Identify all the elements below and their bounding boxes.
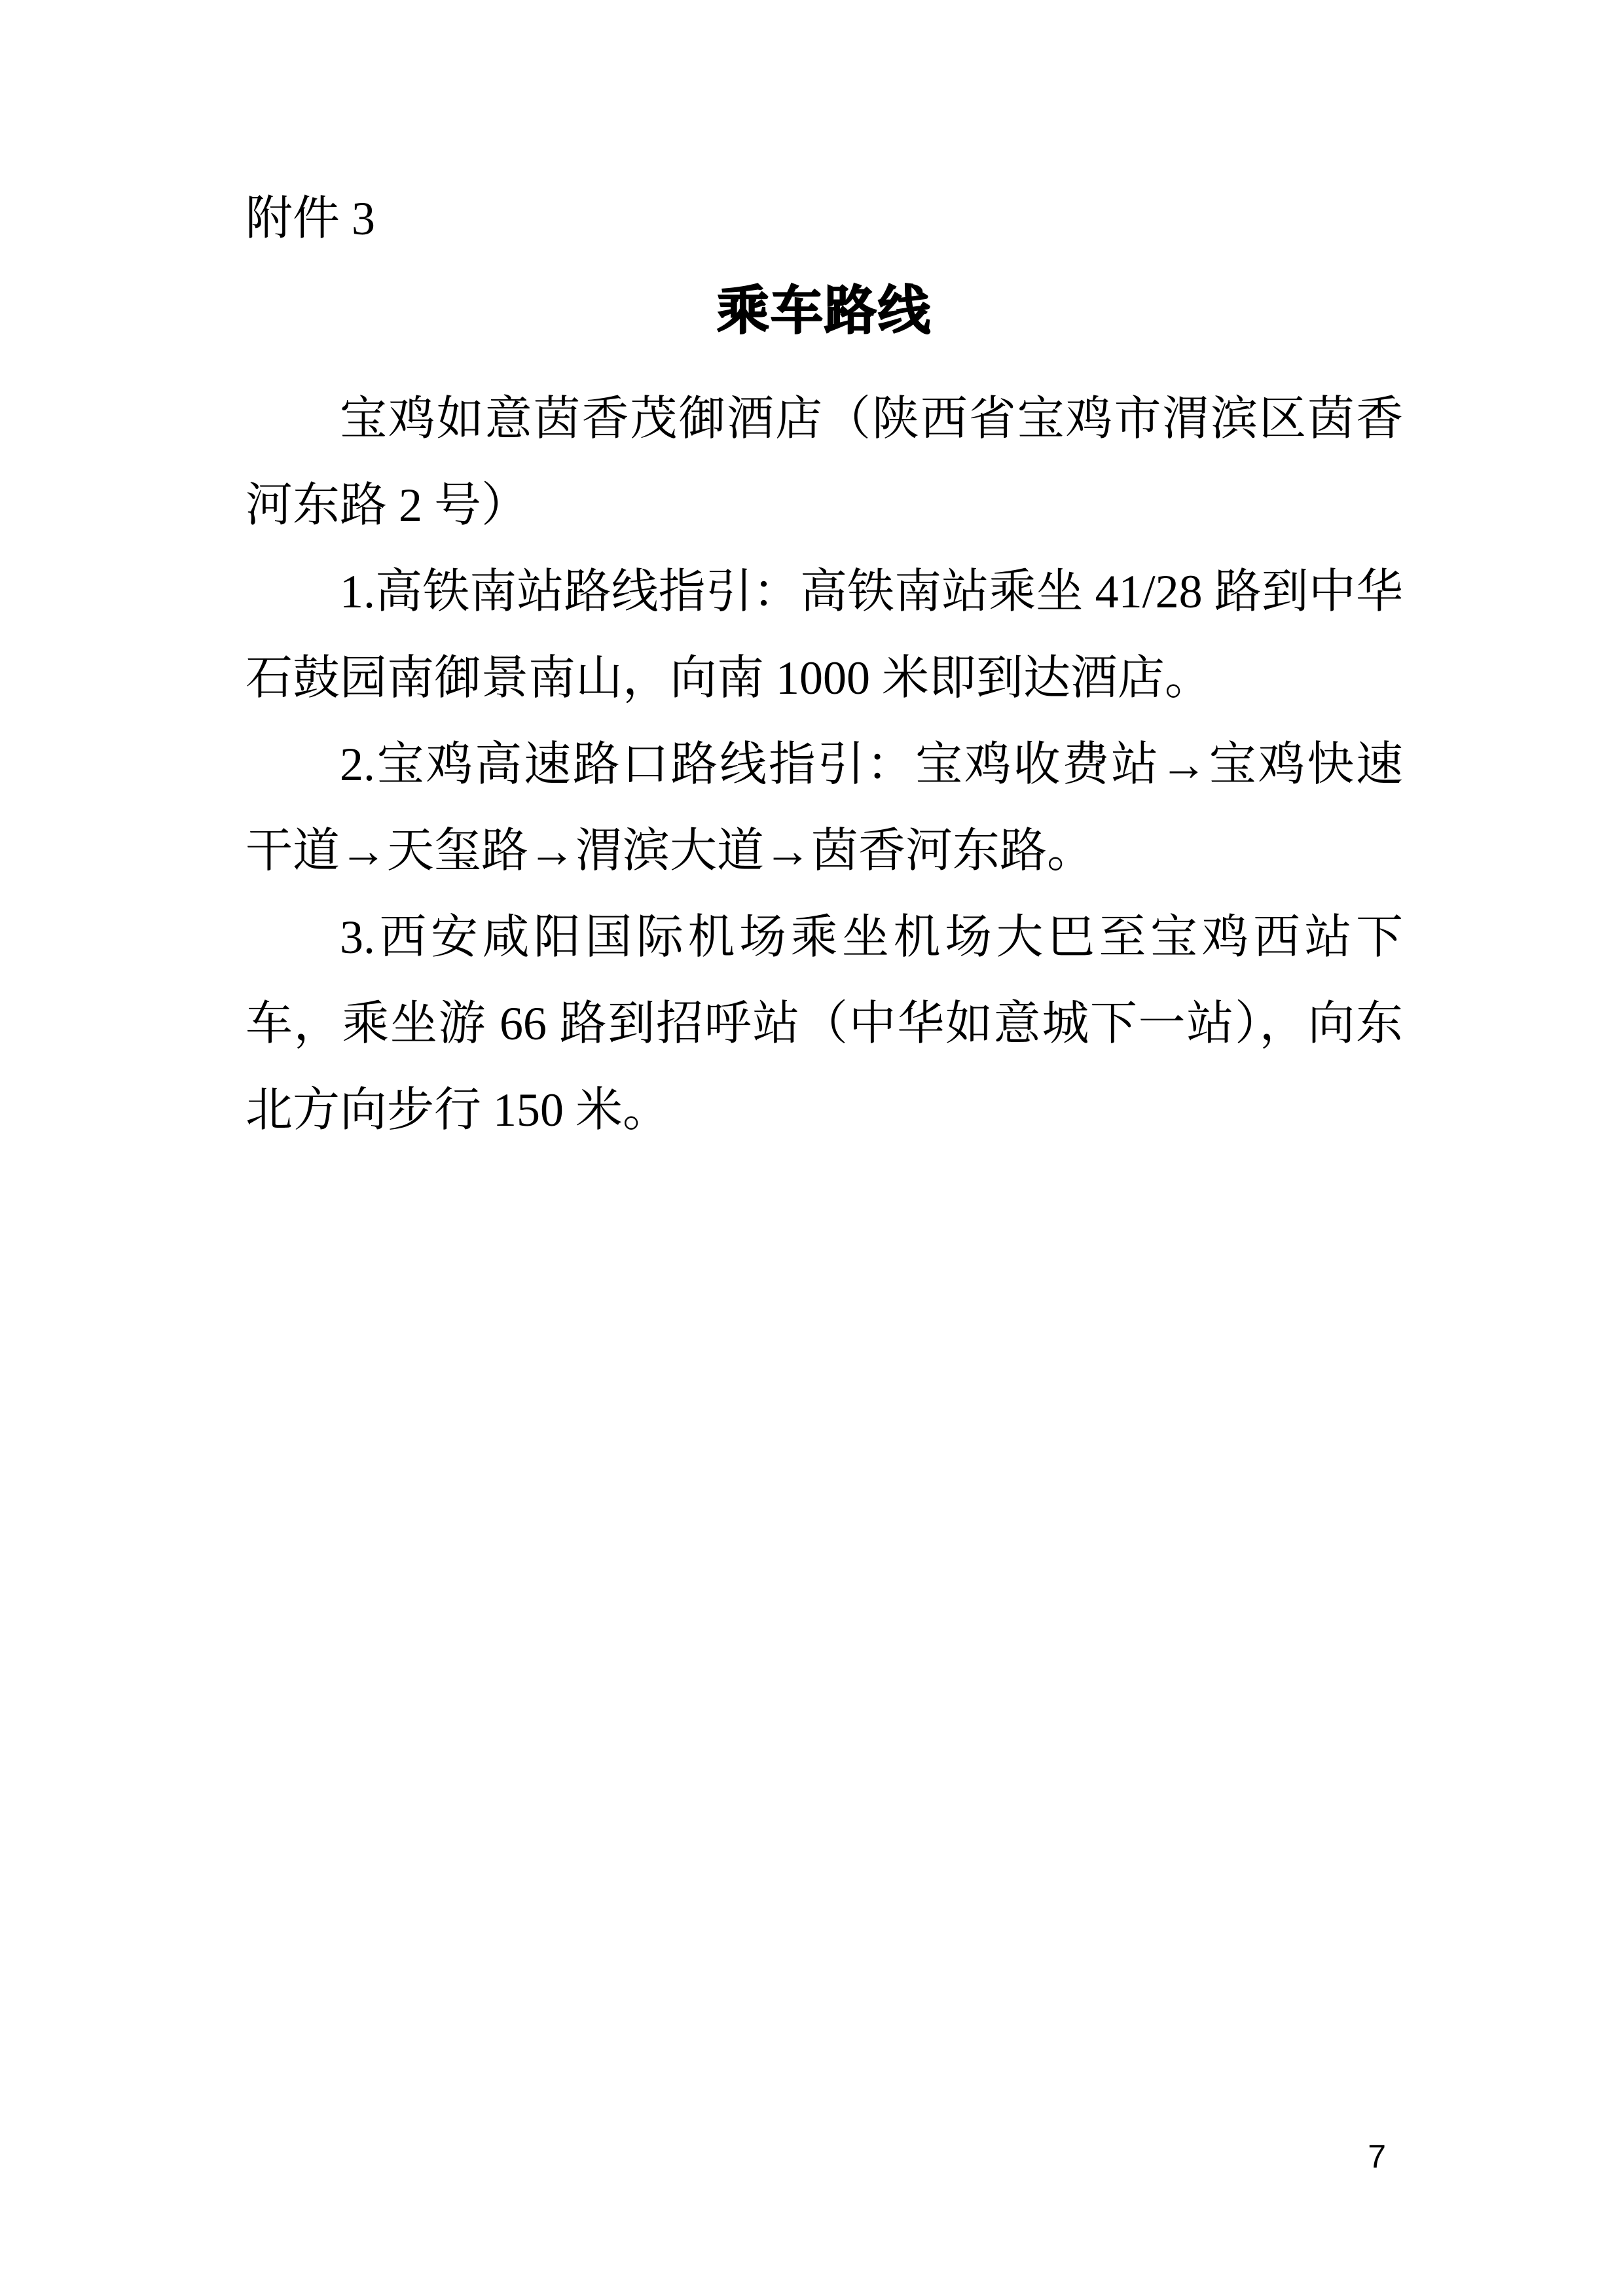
paragraph-route-expressway-exit: 2.宝鸡高速路口路线指引：宝鸡收费站→宝鸡快速干道→天玺路→渭滨大道→茵香河东路。: [246, 738, 1403, 877]
paragraph-route-south-rail-station: 1.高铁南站路线指引：高铁南站乘坐 41/28 路到中华石鼓园南御景南山，向南 1000 米即到达酒店。: [246, 565, 1403, 704]
document-title: 乘车路线: [717, 281, 932, 340]
paragraph-route-airport: 3.西安咸阳国际机场乘坐机场大巴至宝鸡西站下车，乘坐游 66 路到招呼站（中华如意城下一站），向东北方向步行 150 米。: [246, 911, 1403, 1136]
document-body: [246, 175, 1403, 1153]
page-number: 7: [1368, 2138, 1386, 2175]
paragraph-hotel-address: 宝鸡如意茵香茂御酒店（陕西省宝鸡市渭滨区茵香河东路 2 号）: [246, 393, 1403, 531]
attachment-label: 附件 3: [246, 192, 376, 245]
